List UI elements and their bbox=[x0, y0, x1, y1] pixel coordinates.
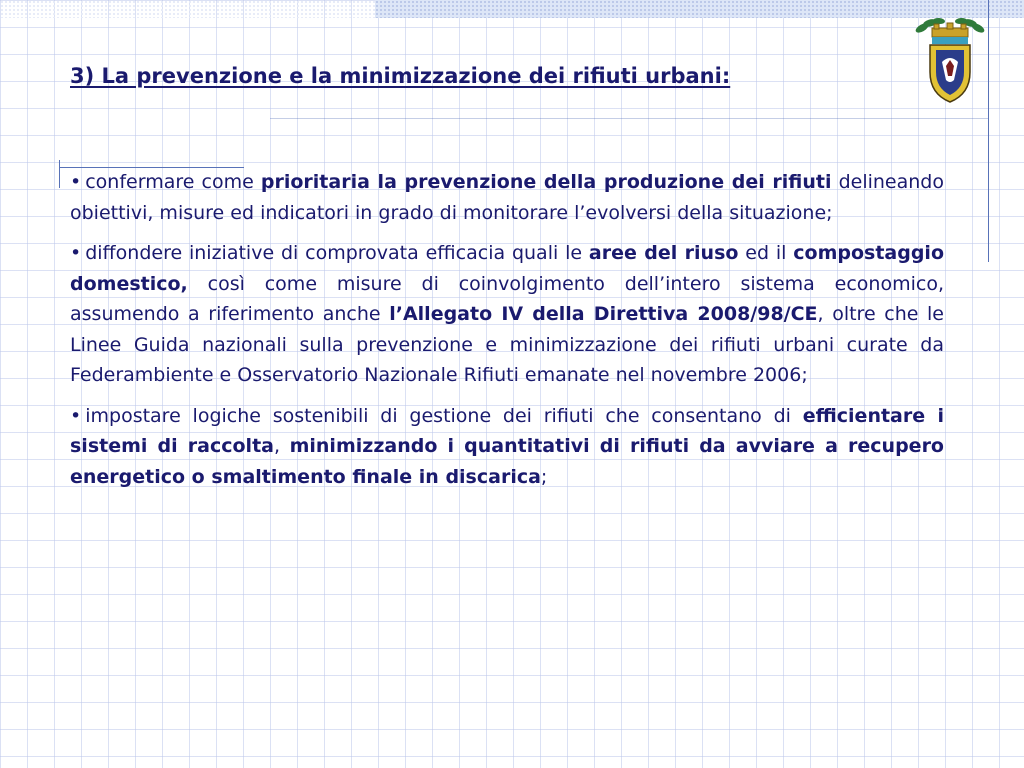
bullet-bold-text: l’Allegato IV della Direttiva 2008/98/CE bbox=[389, 303, 818, 325]
bullet-text: confermare come bbox=[85, 171, 261, 193]
bullet-bold-text: compostaggio domestico, bbox=[70, 242, 944, 295]
bullet-marker: • bbox=[70, 171, 82, 193]
bullet-text: , bbox=[273, 435, 290, 457]
bullet-text: ; bbox=[540, 465, 548, 488]
bullet-text: impostare logiche sostenibili di gestione dei rifiuti che consentano di bbox=[85, 404, 803, 427]
bullet-list bbox=[70, 167, 944, 502]
coat-of-arms-icon bbox=[908, 14, 992, 106]
bullet-bold-text: prioritaria la prevenzione della produzione dei rifiuti bbox=[260, 171, 832, 193]
bullet-marker: • bbox=[70, 242, 82, 264]
slide-title: 3) La prevenzione e la minimizzazione dei rifiuti urbani: bbox=[70, 64, 731, 88]
bullet-text: , oltre che le Linee Guida nazionali sulla prevenzione e minimizzazione dei rifiuti urbani curate da Federambiente e Osservatorio Nazionale Rifiuti emanate nel novembre 2006; bbox=[70, 303, 944, 386]
bullet-bold-text: aree del riuso bbox=[588, 242, 739, 264]
decorative-grid-accent bbox=[270, 118, 988, 119]
bullet-bold-text: minimizzando i quantitativi di rifiuti da avviare a recupero energetico o smaltimento finale in discarica bbox=[70, 435, 944, 488]
bullet-item bbox=[70, 238, 944, 391]
bullet-text: delineando obiettivi, misure ed indicatori in grado di monitorare l’evolversi della situazione; bbox=[70, 171, 944, 224]
bullet-text: così come misure di coinvolgimento dell’intero sistema economico, assumendo a riferimento anche bbox=[70, 272, 944, 325]
header-pattern-left bbox=[0, 0, 375, 18]
bullet-item bbox=[70, 167, 944, 228]
bullet-item bbox=[70, 401, 944, 493]
bullet-bold-text: efficientare i sistemi di raccolta bbox=[70, 404, 944, 457]
decorative-left-tick bbox=[59, 160, 60, 188]
bullet-text: diffondere iniziative di comprovata efficacia quali le bbox=[85, 242, 589, 264]
bullet-marker: • bbox=[70, 404, 82, 427]
bullet-text: ed il bbox=[738, 242, 794, 264]
